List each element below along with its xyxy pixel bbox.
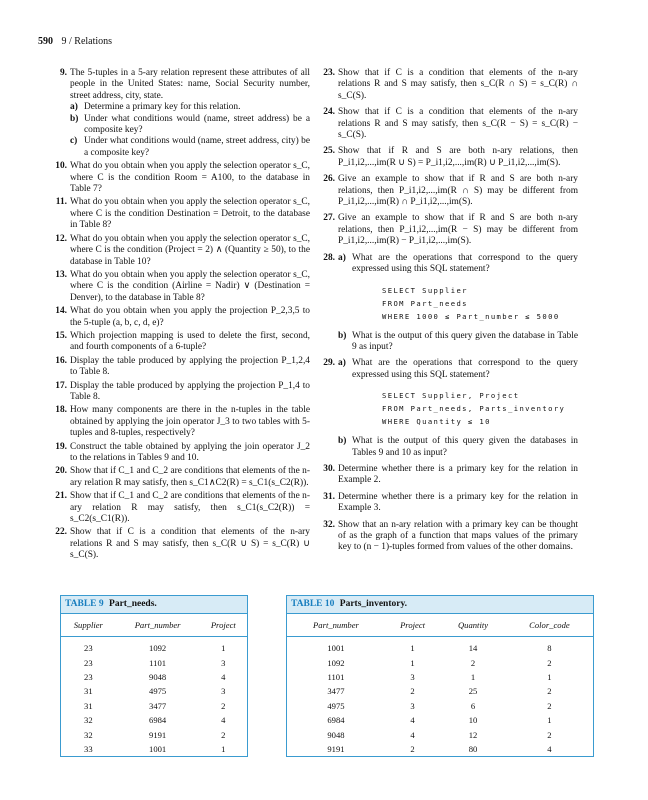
sql-line: WHERE 1000 ≤ Part_number ≤ 5000: [382, 311, 560, 321]
table-cell: 23: [84, 643, 93, 654]
table-cell: 1092: [149, 643, 167, 654]
table-cell: 80: [468, 743, 478, 754]
exercise-part: [338, 436, 578, 459]
exercise-number: 32.: [323, 519, 335, 530]
exercise-31: [320, 492, 578, 515]
running-title: 9 / Relations: [61, 36, 113, 47]
table-cell: 3477: [327, 686, 345, 697]
exercise-text: Construct the table obtained by applying the join operator J_2 to the relations in Tables 9 and 10.: [70, 441, 310, 463]
table-cell: 6984: [149, 715, 167, 726]
table-cell: 2: [221, 729, 226, 740]
table-row: [287, 670, 593, 684]
part-text: What is the output of this query given the databases in Tables 9 and 10 as input?: [352, 436, 578, 458]
table-cell: 4: [547, 743, 552, 754]
table-cell: 2: [547, 700, 552, 711]
column-header: Project: [385, 614, 440, 637]
table-cell: 3477: [149, 700, 167, 711]
exercise-18: [52, 405, 310, 439]
table-cell: 2: [410, 686, 415, 697]
table-cell: 23: [84, 671, 93, 682]
table-row: [61, 637, 247, 656]
column-header: Supplier: [61, 614, 116, 637]
part-label: b): [338, 330, 347, 341]
exercise-number: 13.: [55, 269, 67, 280]
exercise-text: What do you obtain when you apply the selection operator s_C, where C is the condition Destination = Detroit, to the database in Table 8?: [70, 197, 310, 231]
exercise-part: [338, 331, 578, 354]
exercise-number: 24.: [323, 107, 335, 118]
sql-statement: [382, 389, 578, 428]
table-cell: 6: [470, 700, 476, 711]
table-cell: 1: [470, 671, 476, 682]
table-cell: 2: [410, 743, 415, 754]
exercise-9: [52, 68, 310, 159]
part-label: a): [338, 358, 346, 369]
exercise-part: [70, 114, 310, 137]
column-header: Part_number: [287, 614, 385, 637]
table-cell: 10: [468, 715, 478, 726]
exercise-26: [320, 174, 578, 208]
exercise-22: [52, 527, 310, 561]
table-cell: 12: [468, 729, 478, 740]
table-row: [287, 655, 593, 669]
exercise-number: 15.: [55, 330, 67, 341]
table-cell: 1001: [327, 643, 345, 654]
table-9: [60, 595, 248, 757]
table-cell: 2: [547, 657, 552, 668]
table-cell: 1101: [327, 671, 345, 682]
exercise-text: Give an example to show that if R and S are both n-ary relations, then P_i1,i2,...,im(R ∩ S) may be different from P_i1,i2,...,im(R) ∩ P_i1,i2,...,im(S).: [338, 174, 578, 208]
table-cell: 6984: [327, 715, 345, 726]
exercise-text: What do you obtain when you apply the selection operator s_C, where C is the condition (Airline = Nadir) ∨ (Destination = Denver), to the database in Table 8?: [70, 269, 310, 303]
exercise-text: Show that if C is a condition that elements of the n-ary relations R and S may satisfy, then s_C(R ∪ S) = s_C(R) ∪ s_C(S).: [70, 527, 310, 561]
exercise-number: 10.: [55, 161, 67, 172]
table-cell: 25: [468, 686, 478, 697]
exercise-text: Display the table produced by applying the projection P_1,4 to Table 8.: [70, 380, 310, 402]
sql-line: SELECT Supplier, Project: [382, 391, 520, 401]
exercise-number: 23.: [323, 68, 335, 78]
exercise-number: 27.: [323, 213, 335, 224]
column-header: Part_number: [116, 614, 200, 637]
table-cell: 2: [547, 686, 552, 697]
part-label: a): [70, 102, 78, 113]
table-row: [61, 699, 247, 713]
exercise-number: 22.: [55, 527, 67, 538]
part-label: a): [338, 252, 346, 263]
table-cell: 31: [84, 686, 93, 697]
table-cell: 2: [547, 729, 552, 740]
table-row: [61, 713, 247, 727]
part-text: What are the operations that correspond to the query expressed using this SQL statement?: [352, 358, 578, 380]
table-cell: 1: [221, 743, 226, 754]
right-column: [320, 68, 578, 559]
header-row: [61, 614, 247, 637]
part-text: What are the operations that correspond to the query expressed using this SQL statement?: [352, 252, 578, 275]
table-row: [287, 637, 593, 656]
exercise-number: 29.: [323, 358, 335, 369]
table-cell: 9191: [149, 729, 167, 740]
part-text: Under what conditions would (name, street address, city) be a composite key?: [84, 136, 310, 158]
exercise-text: Which projection mapping is used to delete the first, second, and fourth components of a 6-tuple?: [70, 330, 310, 353]
table-cell: 1: [410, 643, 415, 654]
exercise-text: Show that if C_1 and C_2 are conditions that elements of the n-ary relation R may satisfy, then s_C1∧C2(R) = s_C1(s_C2(R)).: [70, 466, 310, 488]
table-cell: 23: [84, 657, 93, 668]
table-row: [61, 670, 247, 684]
exercise-number: 20.: [55, 466, 67, 477]
table-cell: 3: [410, 671, 415, 682]
table-cell: 4: [410, 715, 415, 726]
exercise-part: [338, 253, 578, 276]
table-cell: 33: [84, 743, 93, 754]
part-text: What is the output of this query given the database in Table 9 as input?: [352, 330, 578, 352]
exercise-number: 12.: [55, 233, 67, 244]
exercise-text: Show that an n-ary relation with a primary key can be thought of as the graph of a function that maps values of the primary key to (n − 1)-tuples formed from values of the other domains.: [338, 519, 578, 553]
table-cell: 8: [547, 643, 552, 654]
table-cell: 4: [221, 715, 226, 726]
exercise-20: [52, 466, 310, 489]
exercise-part: [338, 358, 578, 381]
table-cell: 14: [468, 643, 478, 654]
exercise-23: [320, 68, 578, 102]
data-table: [287, 614, 593, 756]
table-cell: 9048: [149, 671, 167, 682]
exercise-24: [320, 107, 578, 141]
exercise-30: [320, 464, 578, 487]
exercise-19: [52, 442, 310, 465]
exercise-number: 25.: [323, 146, 335, 157]
part-label: c): [70, 136, 78, 147]
data-table: [61, 614, 247, 756]
exercise-text: Show that if C_1 and C_2 are conditions that elements of the n-ary relation R may satisfy, then s_C1(s_C2(R)) = s_C2(s_C1(R)).: [70, 491, 310, 525]
exercise-32: [320, 520, 578, 554]
table-cell: 1: [410, 657, 415, 668]
table-cell: 3: [221, 686, 226, 697]
table-cell: 3: [221, 657, 226, 668]
table-cell: 1: [547, 671, 552, 682]
page-number: 590: [38, 36, 53, 47]
exercise-number: 31.: [323, 491, 335, 502]
table-caption: [287, 596, 593, 614]
exercise-number: 19.: [55, 441, 67, 452]
exercise-number: 30.: [323, 463, 335, 474]
table-cell: 1: [547, 715, 552, 726]
exercise-11: [52, 197, 310, 231]
table-row: [61, 684, 247, 698]
exercise-number: 18.: [55, 405, 67, 416]
exercise-text: The 5-tuples in a 5-ary relation represent these attributes of all people in the United States: name, Social Security number, street address, city, state.: [70, 68, 310, 101]
table-caption: [61, 596, 247, 614]
table-cell: 2: [470, 657, 476, 668]
exercise-number: 17.: [55, 380, 67, 391]
table-row: [61, 742, 247, 756]
exercise-text: Give an example to show that if R and S are both n-ary relations, then P_i1,i2,...,im(R − S) may be different from P_i1,i2,...,im(R) − P_i1,i2,...,im(S).: [338, 213, 578, 247]
column-header: Project: [200, 614, 247, 637]
table-row: [287, 699, 593, 713]
table-title: Parts_inventory.: [339, 599, 408, 609]
table-row: [61, 655, 247, 669]
table-cell: 32: [84, 729, 93, 740]
exercise-17: [52, 381, 310, 404]
part-label: b): [338, 436, 347, 447]
exercise-27: [320, 213, 578, 247]
table-cell: 9191: [327, 743, 345, 754]
column-header: Quantity: [440, 614, 506, 637]
exercise-29: [320, 358, 578, 459]
header-row: [287, 614, 593, 637]
table-cell: 9048: [327, 729, 345, 740]
exercise-10: [52, 161, 310, 195]
table-row: [287, 713, 593, 727]
exercise-text: What do you obtain when you apply the projection P_2,3,5 to the 5-tuple (a, b, c, d, e)?: [70, 306, 310, 328]
sql-statement: [382, 284, 578, 323]
table-row: [287, 684, 593, 698]
table-cell: 1101: [149, 657, 167, 668]
table-cell: 31: [84, 700, 93, 711]
sql-line: SELECT Supplier: [382, 285, 468, 295]
table-10: [286, 595, 594, 757]
exercise-14: [52, 306, 310, 329]
table-label: TABLE 9: [65, 599, 104, 609]
exercise-12: [52, 234, 310, 268]
exercise-16: [52, 356, 310, 379]
table-row: [287, 727, 593, 741]
column-header: Color_code: [506, 614, 593, 637]
part-text: Determine a primary key for this relation.: [84, 102, 241, 113]
exercise-text: What do you obtain when you apply the selection operator s_C, where C is the condition Room = A100, to the database in Table 7?: [70, 161, 310, 195]
part-label: b): [70, 113, 79, 124]
exercise-number: 21.: [55, 491, 67, 502]
exercise-number: 14.: [55, 306, 67, 317]
exercise-28: [320, 253, 578, 354]
left-column: [52, 68, 310, 564]
table-label: TABLE 10: [291, 599, 335, 609]
table-row: [61, 727, 247, 741]
exercise-part: [70, 136, 310, 159]
part-text: Under what conditions would (name, street address) be a composite key?: [84, 113, 310, 136]
table-title: Part_needs.: [109, 599, 157, 609]
table-row: [287, 742, 593, 756]
exercise-15: [52, 331, 310, 354]
sql-line: FROM Part_needs: [382, 298, 468, 308]
page-header: [38, 36, 112, 47]
table-cell: 1001: [149, 743, 167, 754]
sql-line: WHERE Quantity ≤ 10: [382, 417, 491, 427]
exercise-number: 28.: [323, 252, 335, 263]
exercise-text: Determine whether there is a primary key for the relation in Example 3.: [338, 491, 578, 514]
exercise-number: 16.: [55, 355, 67, 366]
exercise-text: Show that if R and S are both n-ary relations, then P_i1,i2,...,im(R ∪ S) = P_i1,i2,...,im(R) ∪ P_i1,i2,...,im(S).: [338, 146, 578, 168]
table-cell: 4: [410, 729, 415, 740]
exercise-13: [52, 270, 310, 304]
exercise-25: [320, 146, 578, 169]
exercise-number: 11.: [55, 197, 67, 208]
exercise-text: Determine whether there is a primary key for the relation in Example 2.: [338, 463, 578, 486]
exercise-21: [52, 491, 310, 525]
sql-line: FROM Part_needs, Parts_inventory: [382, 404, 566, 414]
exercise-text: Display the table produced by applying the projection P_1,2,4 to Table 8.: [70, 355, 310, 378]
table-cell: 32: [84, 715, 93, 726]
exercise-text: Show that if C is a condition that elements of the n-ary relations R and S may satisfy, then s_C(R − S) = s_C(R) − s_C(S).: [338, 107, 578, 141]
exercise-text: How many components are there in the n-tuples in the table obtained by applying the join operator J_3 to two tables with 5-tuples and 8-tuples, respectively?: [70, 405, 310, 439]
table-cell: 4975: [327, 700, 345, 711]
exercise-text: What do you obtain when you apply the selection operator s_C, where C is the condition (Project = 2) ∧ (Quantity ≥ 50), to the database in Table 10?: [70, 233, 310, 267]
table-cell: 1: [221, 643, 226, 654]
exercise-number: 26.: [323, 174, 335, 185]
table-cell: 4: [221, 671, 226, 682]
table-cell: 3: [410, 700, 415, 711]
table-cell: 1092: [327, 657, 345, 668]
table-cell: 4975: [149, 686, 167, 697]
exercise-text: Show that if C is a condition that elements of the n-ary relations R and S may satisfy, then s_C(R ∩ S) = s_C(R) ∩ s_C(S).: [338, 68, 578, 101]
exercise-part: [70, 102, 310, 113]
exercise-number: 9.: [59, 68, 67, 78]
table-cell: 2: [221, 700, 226, 711]
